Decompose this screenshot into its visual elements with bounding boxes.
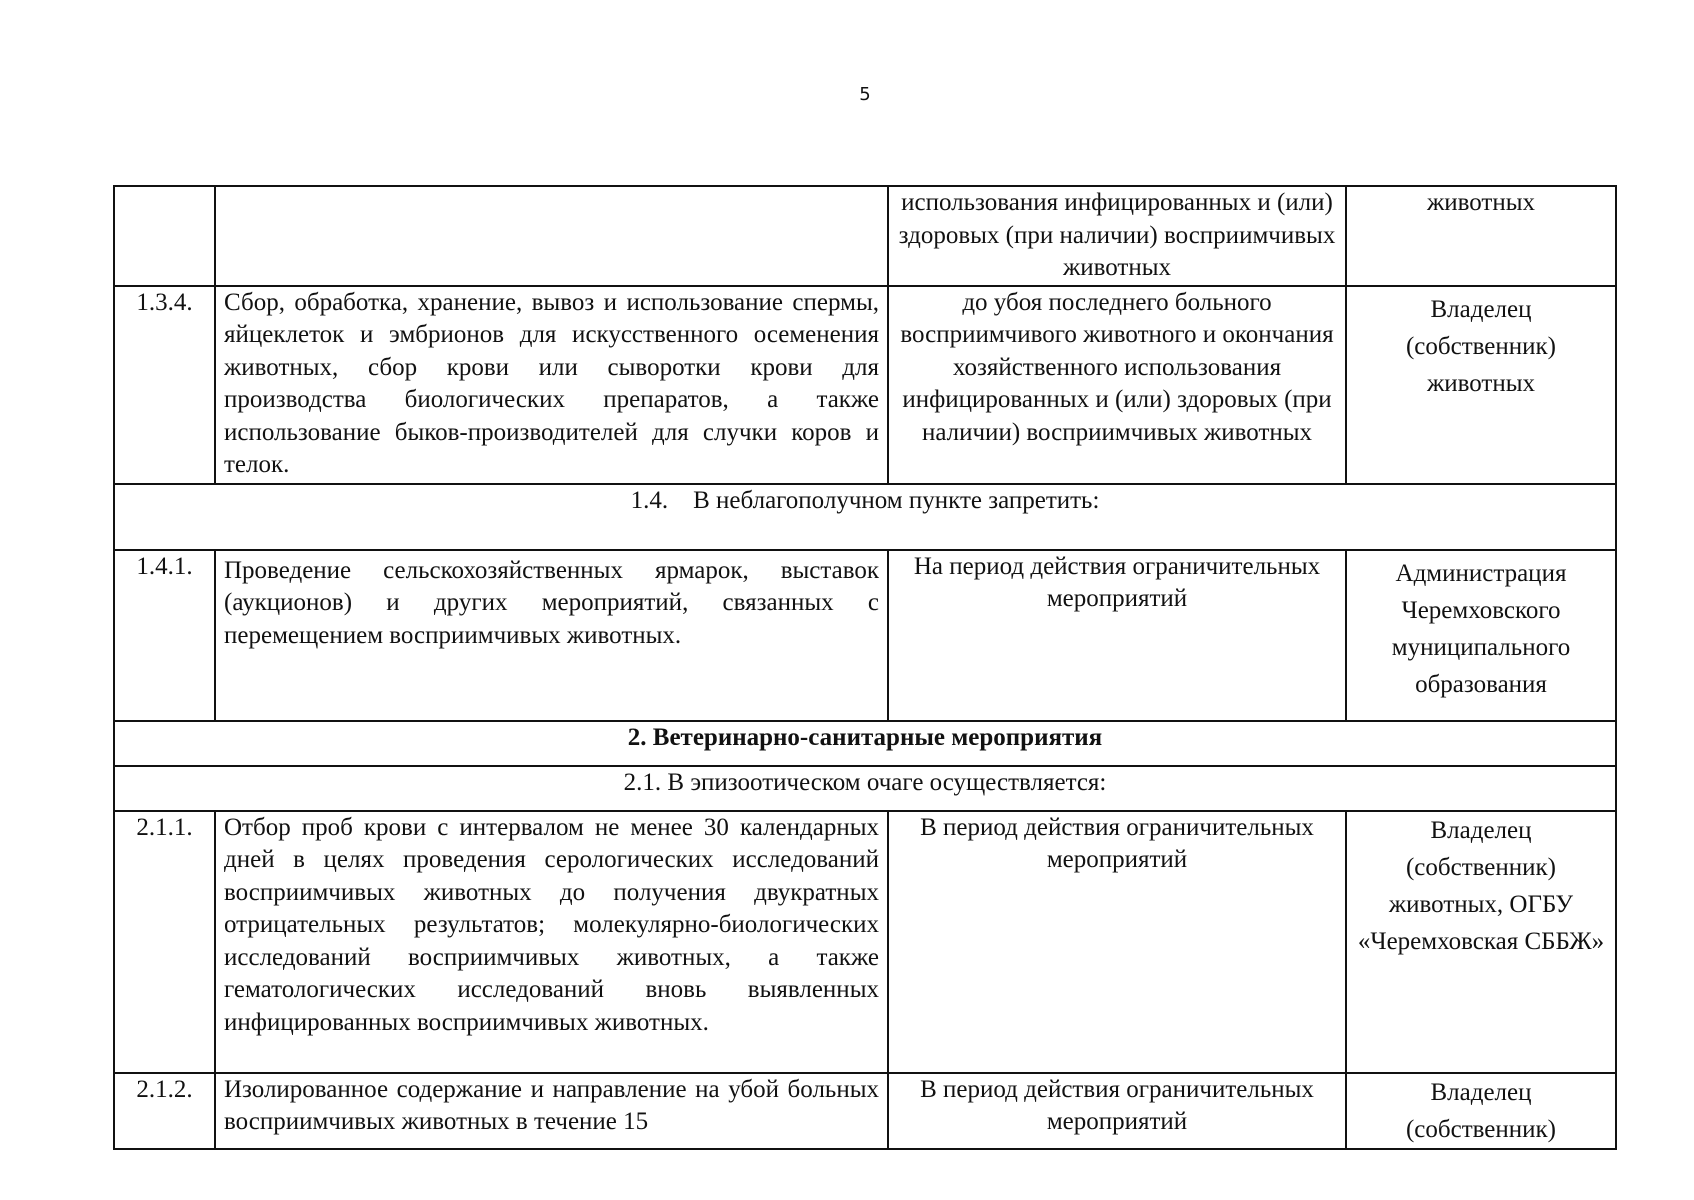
table-row (114, 1073, 1616, 1149)
measure-text: Изолированное содержание и направление на убой больных восприимчивых животных в течение 15 (215, 1073, 888, 1149)
item-number (114, 186, 215, 286)
period-cell: использования инфицированных и (или) здоровых (при наличии) восприимчивых животных (888, 186, 1346, 286)
responsible-cell: Владелец (собственник) животных, ОГБУ «Черемховская СББЖ» (1346, 811, 1616, 1073)
item-number: 2.1.2. (114, 1073, 215, 1149)
heading-row (114, 721, 1616, 766)
measure-text (215, 186, 888, 286)
measure-text: Отбор проб крови с интервалом не менее 30 календарных дней в целях проведения серологических исследований восприимчивых животных до получения двукратных отрицательных результатов; молекулярно-биологических исследований восприимчивых животных, а также гематологических исследований вновь выявленных инфицированных восприимчивых животных. (215, 811, 888, 1073)
section-row (114, 766, 1616, 811)
responsible-cell: Владелец (собственник) животных (1346, 286, 1616, 484)
page-number: 5 (859, 84, 871, 105)
item-number: 2.1.1. (114, 811, 215, 1073)
table-row (114, 186, 1616, 286)
section-title: 2.1. В эпизоотическом очаге осуществляется: (114, 766, 1616, 811)
measures-table (113, 185, 1617, 1150)
period-cell: В период действия ограничительных мероприятий (888, 1073, 1346, 1149)
period-cell: до убоя последнего больного восприимчивого животного и окончания хозяйственного использования инфицированных и (или) здоровых (при наличии) восприимчивых животных (888, 286, 1346, 484)
measure-text: Сбор, обработка, хранение, вывоз и использование спермы, яйцеклеток и эмбрионов для искусственного осеменения животных, сбор крови или сыворотки крови для производства биологических препаратов, а также использование быков-производителей для случки коров и телок. (215, 286, 888, 484)
responsible-cell: Администрация Черемховского муниципального образования (1346, 550, 1616, 721)
section-heading: 2. Ветеринарно-санитарные мероприятия (114, 721, 1616, 766)
item-number: 1.4.1. (114, 550, 215, 721)
period-cell: В период действия ограничительных мероприятий (888, 811, 1346, 1073)
period-cell: На период действия ограничительных мероприятий (888, 550, 1346, 721)
table-row (114, 286, 1616, 484)
responsible-cell: животных (1346, 186, 1616, 286)
item-number: 1.3.4. (114, 286, 215, 484)
table-row (114, 811, 1616, 1073)
measure-text: Проведение сельскохозяйственных ярмарок, выставок (аукционов) и других мероприятий, связанных с перемещением восприимчивых животных. (215, 550, 888, 721)
section-title: 1.4. В неблагополучном пункте запретить: (114, 484, 1616, 550)
responsible-cell: Владелец (собственник) (1346, 1073, 1616, 1149)
table-row (114, 550, 1616, 721)
section-row (114, 484, 1616, 550)
